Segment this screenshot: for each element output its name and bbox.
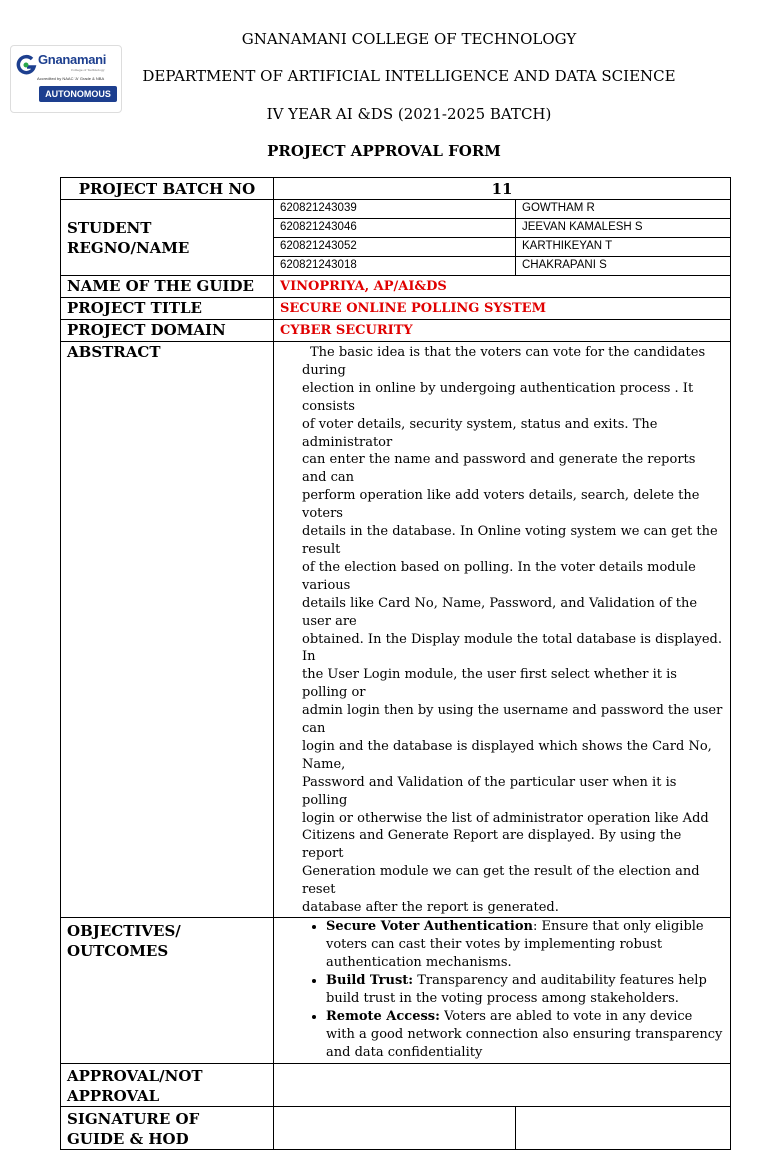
student-name: KARTHIKEYAN T	[516, 238, 731, 257]
college-name: GNANAMANI COLLEGE OF TECHNOLOGY	[241, 30, 577, 48]
objective-item: • Remote Access: Voters are abled to vote in any device with a good network connection also ensuring transparency and data confidentiality	[326, 1008, 724, 1062]
department-name: DEPARTMENT OF ARTIFICIAL INTELLIGENCE AND DATA SCIENCE	[142, 67, 676, 85]
abstract-line: admin login then by using the username and password the user can	[302, 703, 723, 737]
autonomous-badge: AUTONOMOUS	[39, 86, 117, 102]
student-name: JEEVAN KAMALESH S	[516, 219, 731, 238]
abstract-line: Generation module we can get the result of the election and reset	[302, 864, 700, 898]
guide-row	[61, 276, 731, 298]
signature-label: SIGNATURE OF GUIDE & HOD	[61, 1107, 274, 1150]
title-value: SECURE ONLINE POLLING SYSTEM	[274, 298, 731, 320]
student-row	[61, 200, 731, 219]
logo-accreditation: Accredited by NAAC 'A' Grade & NBA	[37, 76, 105, 81]
abstract-line: of voter details, security system, status and exits. The administrator	[302, 416, 658, 450]
objectives-list-cell	[274, 918, 731, 1064]
objectives-list	[274, 918, 730, 1062]
hod-signature-field[interactable]	[516, 1107, 731, 1150]
abstract-line: details like Card No, Name, Password, and Validation of the user are	[302, 595, 698, 629]
abstract-line: of the election based on polling. In the voter details module various	[302, 559, 696, 593]
objective-item: • Secure Voter Authentication: Ensure that only eligible voters can cast their votes by implementing robust authentication mechanisms.	[326, 918, 724, 972]
logo-subtitle: College of Technology	[71, 68, 105, 72]
abstract-line: perform operation like add voters details, search, delete the voters	[302, 488, 700, 522]
abstract-line: The basic idea is that the voters can vote for the candidates during	[302, 345, 706, 378]
signature-row	[61, 1107, 731, 1150]
title-label: PROJECT TITLE	[61, 298, 274, 320]
abstract-label: ABSTRACT	[61, 342, 274, 918]
domain-row	[61, 320, 731, 342]
objective-item: • Build Trust: Transparency and auditability features help build trust in the voting process among stakeholders.	[326, 972, 724, 1008]
logo-name: Gnanamani	[38, 52, 107, 67]
abstract-line: election in online by undergoing authentication process . It consists	[302, 380, 694, 414]
batch-label: PROJECT BATCH NO	[61, 178, 274, 200]
abstract-text	[274, 342, 731, 918]
student-regno: 620821243046	[274, 219, 516, 238]
abstract-line: details in the database. In Online voting system we can get the result	[302, 524, 718, 557]
abstract-line: Citizens and Generate Report are displayed. By using the report	[302, 828, 682, 862]
abstract-line: Password and Validation of the particular user when it is polling	[302, 774, 677, 808]
abstract-line: database after the report is generated.	[302, 900, 559, 916]
student-name: GOWTHAM R	[516, 200, 731, 219]
objectives-label: OBJECTIVES/ OUTCOMES	[61, 918, 274, 1064]
batch-row	[61, 178, 731, 200]
student-regno: 620821243052	[274, 238, 516, 257]
project-approval-table	[60, 177, 731, 1150]
abstract-line: login or otherwise the list of administrator operation like Add	[302, 810, 709, 826]
approval-label: APPROVAL/NOT APPROVAL	[61, 1064, 274, 1107]
guide-label: NAME OF THE GUIDE	[61, 276, 274, 298]
abstract-line: can enter the name and password and generate the reports and can	[302, 452, 696, 486]
title-row	[61, 298, 731, 320]
approval-row	[61, 1064, 731, 1107]
students-label: STUDENT REGNO/NAME	[61, 200, 274, 276]
approval-field[interactable]	[274, 1064, 731, 1107]
domain-label: PROJECT DOMAIN	[61, 320, 274, 342]
form-title: PROJECT APPROVAL FORM	[267, 142, 501, 160]
abstract-line: obtained. In the Display module the total database is displayed. In	[302, 631, 722, 665]
guide-value: VINOPRIYA, AP/AI&DS	[274, 276, 731, 298]
abstract-row	[61, 342, 731, 918]
domain-value: CYBER SECURITY	[274, 320, 731, 342]
objectives-row	[61, 918, 731, 1064]
batch-number: 11	[274, 178, 731, 200]
abstract-line: login and the database is displayed which shows the Card No, Name,	[302, 738, 712, 772]
student-name: CHAKRAPANI S	[516, 257, 731, 276]
student-regno: 620821243039	[274, 200, 516, 219]
year-batch: IV YEAR AI &DS (2021-2025 BATCH)	[266, 105, 552, 123]
abstract-line: the User Login module, the user first select whether it is polling or	[302, 667, 677, 701]
guide-signature-field[interactable]	[274, 1107, 516, 1150]
student-regno: 620821243018	[274, 257, 516, 276]
